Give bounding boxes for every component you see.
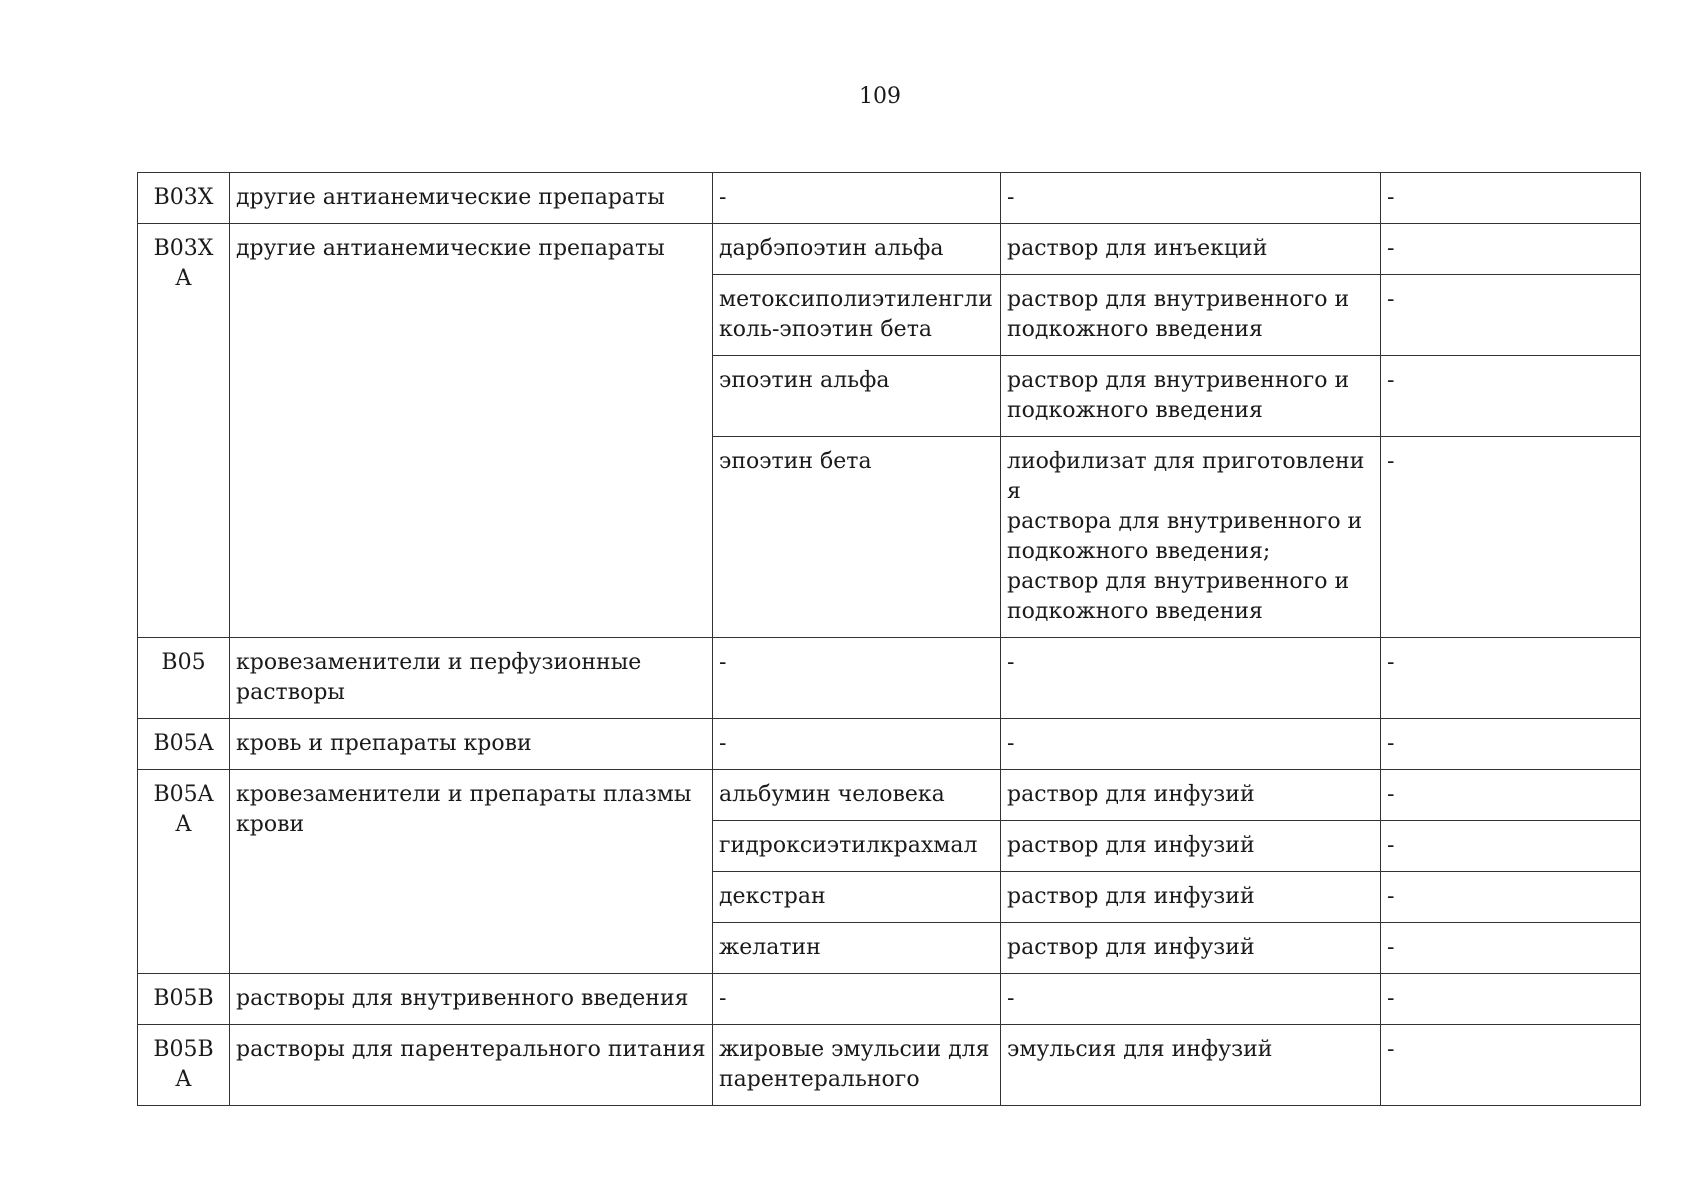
drug-name-cell: жировые эмульсии для парентерального [713, 1025, 1001, 1106]
atc-group-cell: другие антианемические препараты [230, 173, 713, 224]
dosage-form-cell: раствор для инфузий [1001, 923, 1381, 974]
dosage-form-cell: раствор для внутривенного и подкожного введения [1001, 275, 1381, 356]
dosage-form-cell: раствор для инфузий [1001, 872, 1381, 923]
table-row [138, 173, 1641, 224]
atc-code-cell: B03X A [138, 224, 230, 638]
dosage-form-cell: раствор для инфузий [1001, 821, 1381, 872]
atc-code-cell: B05A [138, 719, 230, 770]
dosage-form-cell: - [1001, 974, 1381, 1025]
note-cell: - [1381, 974, 1641, 1025]
table-row [138, 719, 1641, 770]
table-row [138, 770, 1641, 821]
dosage-form-cell: лиофилизат для приготовления раствора для внутривенного и подкожного введения; раствор для внутривенного и подкожного введения [1001, 437, 1381, 638]
note-cell: - [1381, 173, 1641, 224]
dosage-form-cell: - [1001, 638, 1381, 719]
dosage-form-cell: раствор для инъекций [1001, 224, 1381, 275]
dosage-form-cell: - [1001, 719, 1381, 770]
medication-table [137, 172, 1641, 1106]
page-number: 109 [859, 84, 901, 109]
drug-name-cell: желатин [713, 923, 1001, 974]
note-cell: - [1381, 638, 1641, 719]
note-cell: - [1381, 719, 1641, 770]
dosage-form-cell: раствор для инфузий [1001, 770, 1381, 821]
table-row [138, 638, 1641, 719]
drug-name-cell: - [713, 719, 1001, 770]
note-cell: - [1381, 1025, 1641, 1106]
atc-group-cell: кровь и препараты крови [230, 719, 713, 770]
table-row [138, 224, 1641, 275]
drug-name-cell: - [713, 173, 1001, 224]
note-cell: - [1381, 356, 1641, 437]
note-cell: - [1381, 923, 1641, 974]
table-row [138, 974, 1641, 1025]
drug-name-cell: эпоэтин бета [713, 437, 1001, 638]
drug-name-cell: декстран [713, 872, 1001, 923]
drug-name-cell: - [713, 638, 1001, 719]
drug-name-cell: - [713, 974, 1001, 1025]
atc-code-cell: B05 [138, 638, 230, 719]
drug-name-cell: гидроксиэтилкрахмал [713, 821, 1001, 872]
note-cell: - [1381, 437, 1641, 638]
note-cell: - [1381, 770, 1641, 821]
atc-code-cell: B03X [138, 173, 230, 224]
atc-group-cell: кровезаменители и перфузионные растворы [230, 638, 713, 719]
atc-code-cell: B05B A [138, 1025, 230, 1106]
atc-group-cell: растворы для внутривенного введения [230, 974, 713, 1025]
drug-name-cell: эпоэтин альфа [713, 356, 1001, 437]
note-cell: - [1381, 821, 1641, 872]
drug-name-cell: альбумин человека [713, 770, 1001, 821]
drug-name-cell: метоксиполиэтиленгликоль-эпоэтин бета [713, 275, 1001, 356]
dosage-form-cell: раствор для внутривенного и подкожного введения [1001, 356, 1381, 437]
dosage-form-cell: эмульсия для инфузий [1001, 1025, 1381, 1106]
atc-group-cell: другие антианемические препараты [230, 224, 713, 638]
note-cell: - [1381, 224, 1641, 275]
note-cell: - [1381, 275, 1641, 356]
drug-name-cell: дарбэпоэтин альфа [713, 224, 1001, 275]
atc-code-cell: B05B [138, 974, 230, 1025]
table-row [138, 1025, 1641, 1106]
atc-group-cell: растворы для парентерального питания [230, 1025, 713, 1106]
note-cell: - [1381, 872, 1641, 923]
dosage-form-cell: - [1001, 173, 1381, 224]
atc-group-cell: кровезаменители и препараты плазмы крови [230, 770, 713, 974]
atc-code-cell: B05A A [138, 770, 230, 974]
